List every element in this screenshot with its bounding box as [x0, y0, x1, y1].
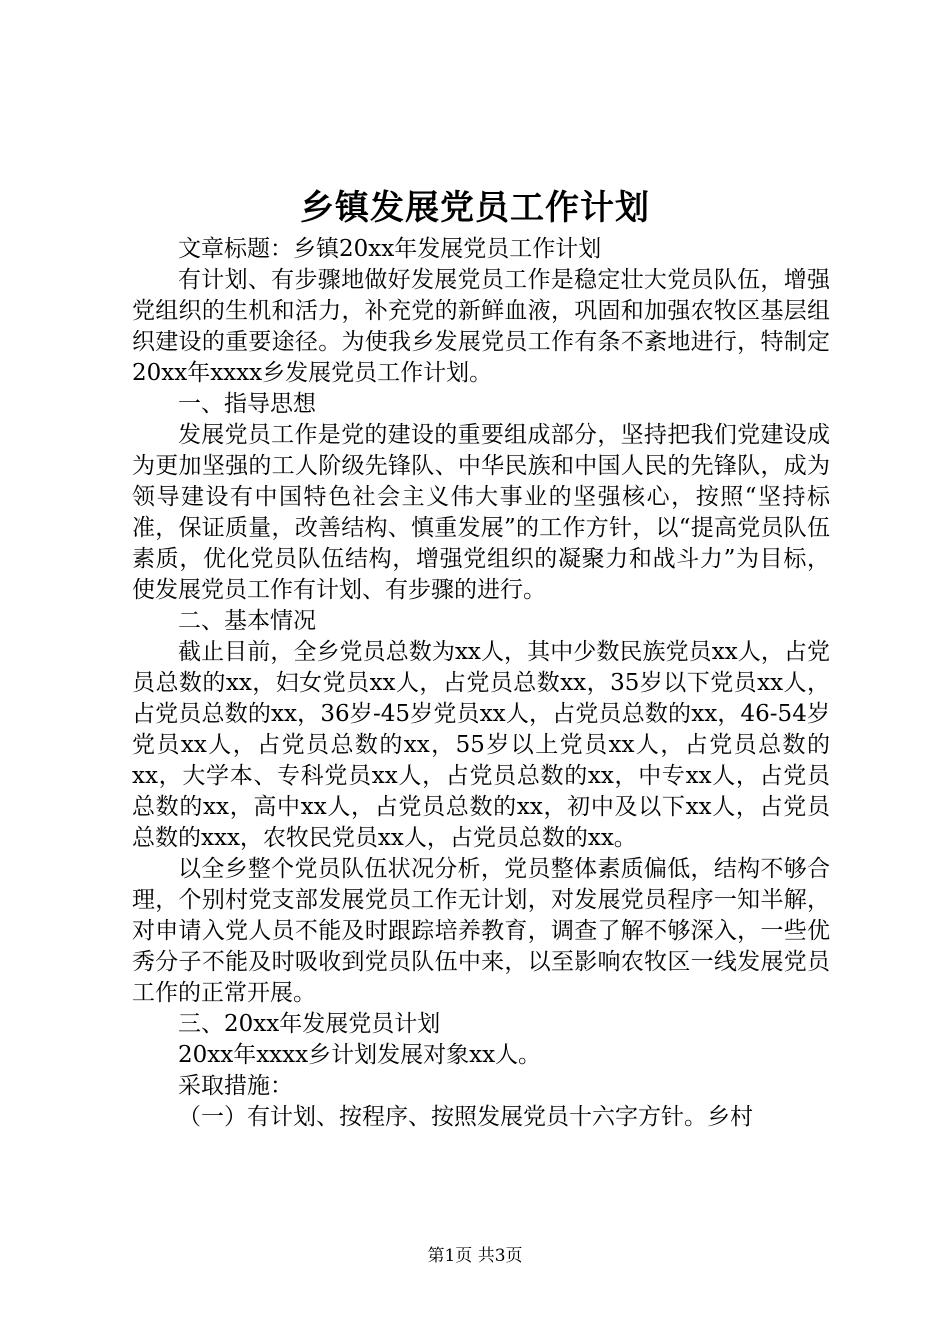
intro-paragraph: 有计划、有步骤地做好发展党员工作是稳定壮大党员队伍，增强党组织的生机和活力，补充党的新鲜血液，巩固和加强农牧区基层组织建设的重要途径。为使我乡发展党员工作有条不紊地进行，特制定20xx年xxxx乡发展党员工作计划。 [132, 267, 830, 386]
document-title: 乡镇发展党员工作计划 [300, 188, 650, 228]
section-heading-basic-situation: 二、基本情况 [178, 608, 316, 634]
section-heading-guiding-ideology: 一、指导思想 [178, 391, 316, 417]
measure-item-1: （一）有计划、按程序、按照发展党员十六字方针。乡村 [178, 1104, 753, 1130]
measures-heading: 采取措施： [178, 1073, 293, 1099]
guiding-ideology-paragraph: 发展党员工作是党的建设的重要组成部分，坚持把我们党建设成为更加坚强的工人阶级先锋队、中华民族和中国人民的先锋队，成为领导建设有中国特色社会主义伟大事业的坚强核心，按照“坚持标准，保证质量，改善结构、慎重发展”的工作方针，以“提高党员队伍素质，优化党员队伍结构，增强党组织的凝聚力和战斗力”为目标，使发展党员工作有计划、有步骤的进行。 [132, 422, 830, 603]
article-title-line: 文章标题：乡镇20xx年发展党员工作计划 [178, 236, 602, 262]
document-body [132, 234, 830, 1133]
analysis-paragraph: 以全乡整个党员队伍状况分析，党员整体素质偏低，结构不够合理，个别村党支部发展党员工作无计划，对发展党员程序一知半解，对申请入党人员不能及时跟踪培养教育，调查了解不够深入，一些优秀分子不能及时吸收到党员队伍中来，以至影响农牧区一线发展党员工作的正常开展。 [132, 856, 830, 1006]
plan-paragraph: 20xx年xxxx乡计划发展对象xx人。 [178, 1042, 542, 1068]
section-heading-plan: 三、20xx年发展党员计划 [178, 1011, 441, 1037]
page-indicator: 第1页 共3页 [427, 1246, 523, 1266]
basic-situation-paragraph: 截止目前，全乡党员总数为xx人，其中少数民族党员xx人，占党员总数的xx，妇女党员xx人，占党员总数xx，35岁以下党员xx人，占党员总数的xx，36岁-45岁党员xx人，占党员总数的xx，46-54岁党员xx人，占党员总数的xx，55岁以上党员xx人，占党员总数的xx，大学本、专科党员xx人，占党员总数的xx，中专xx人，占党员总数的xx，高中xx人，占党员总数的xx，初中及以下xx人，占党员总数的xxx，农牧民党员xx人，占党员总数的xx。 [132, 639, 830, 851]
